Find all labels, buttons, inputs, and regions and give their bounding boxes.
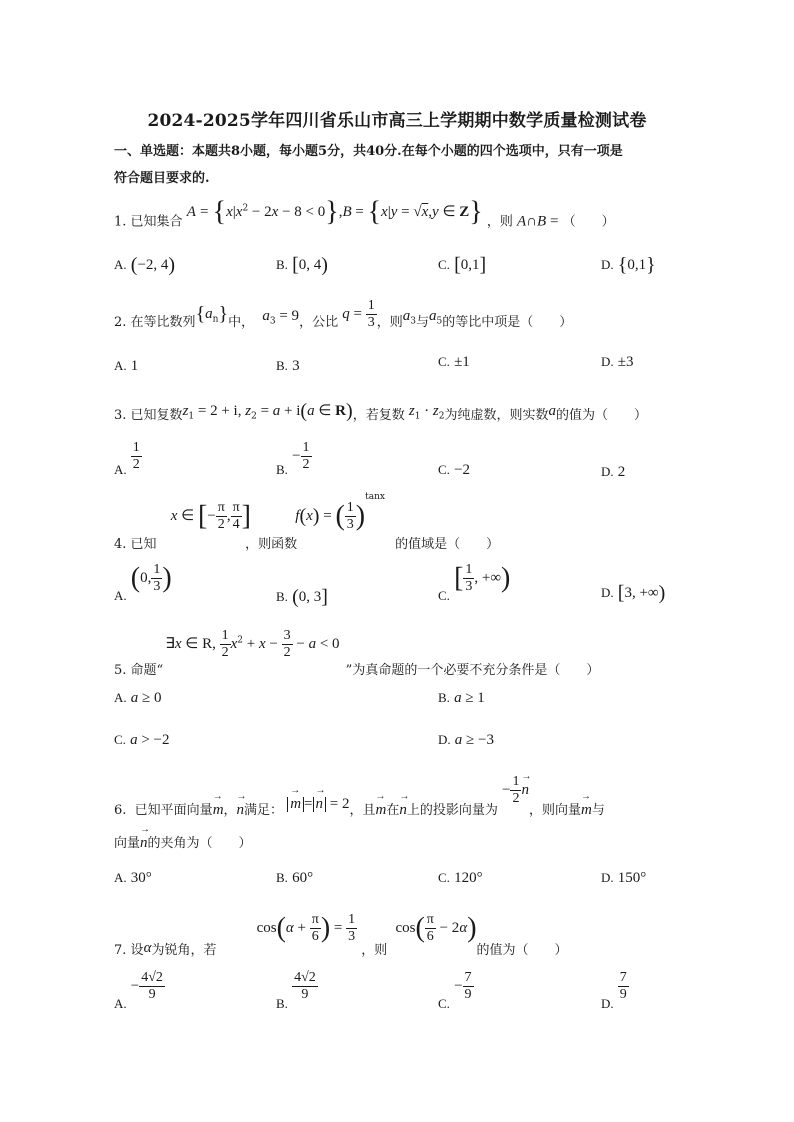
question-text: 设 (130, 943, 144, 958)
option-c: C. a > −2 (114, 732, 170, 748)
question-text: 与 (591, 803, 605, 818)
set-expression: $A = \{x|x^2 - 2x - 8 < 0\},B = \{x|y = √x,y$ ∈ Z} (186, 196, 483, 227)
question-text: ，公比 (299, 315, 339, 330)
option-a: A. a ≥ 0 (114, 690, 162, 706)
question-text: 与 (415, 315, 429, 330)
question-text: ，则向量 (528, 803, 581, 818)
question-number: 5. (114, 663, 127, 678)
option-a: A. $\frac{1}{2}$ (114, 440, 140, 477)
option-b: B. 3 (276, 358, 300, 374)
page-title: 2024-2025学年四川省乐山市高三上学期期中数学质量检测试卷 (147, 111, 647, 131)
question-text: ，则 (361, 943, 388, 958)
option-b: B. 60° (276, 870, 314, 886)
option-c: C. −2 (438, 462, 471, 478)
option-c: C. ±1 (438, 354, 470, 370)
question-text: 中， (228, 315, 255, 330)
question-number: 4. (114, 537, 127, 552)
option-d: D. {0,1} (601, 254, 656, 276)
option-a: A. 1 (114, 358, 139, 374)
question-7: 7. 设α为锐角，若 cos(α + $\frac{\pi}{6}$ ) = $\frac{1}{3}$ ，则 cos( $\frac{\pi}{6}$ − 2α)的值为（ ） (114, 912, 568, 958)
option-d: D. ±3 (601, 354, 634, 370)
question-text: 命题“ (130, 663, 164, 678)
option-c: C. [0,1] (438, 254, 487, 276)
question-text: 为纯虚数，则实数 (444, 408, 549, 423)
question-6-line2: 向量→ n的夹角为（ ） (114, 832, 252, 852)
intersection-expression: A (517, 213, 527, 230)
option-b: B. $\frac{4√2}{9}$ (276, 970, 316, 1011)
question-text: ，则函数 (245, 537, 298, 552)
option-a: A. (−2, 4) (114, 254, 176, 276)
question-text: 的值为（ ） (476, 943, 568, 958)
section-heading-line1: 一、单选题：本题共8小题，每小题5分，共40分.在每个小题的四个选项中，只有一项是 (114, 144, 623, 159)
option-a: A. − $\frac{4√2}{9}$ (114, 970, 163, 1011)
option-c: C. 120° (438, 870, 483, 886)
option-c: C. − $\frac{7}{9}$ (438, 970, 472, 1011)
option-b: B. (0, 3] (276, 586, 328, 608)
question-text: 上的投影向量为 (406, 803, 498, 818)
question-2: 2. 在等比数列$\{a_n\}$中， $a_3 = 9$，公比 q = $\frac{1}{3}$ ，则$a_3$与$a_5$的等比中项是（ ） (114, 298, 573, 330)
section-heading (114, 138, 694, 192)
option-b: B. [0, 4) (276, 254, 328, 276)
question-text: 已知 (130, 537, 157, 552)
question-5: 5. 命题“ ∃x ∈ R, $\frac{1}{2}$ $x^2 + x$ − $\frac{3}{2}$ − a < 0 ”为真命题的一个必要不充分条件是（ ） (114, 628, 600, 678)
question-text: 已知集合 (130, 214, 183, 230)
option-d: D. 150° (601, 870, 647, 886)
question-text: 在 (386, 803, 400, 818)
question-3: 3. 已知复数$z_1 = 2 + i$, $z_2 = a + i(a$ ∈ R)，若复数 $z_1 \cdot z_2$为纯虚数，则实数a的值为（ ） (114, 400, 648, 423)
question-text: ，则 (486, 214, 513, 230)
section-heading-line2: 符合题目要求的. (114, 171, 210, 186)
question-number: 6. (114, 803, 127, 818)
question-number: 1. (114, 214, 127, 230)
option-d: D. [3, +∞) (601, 582, 666, 604)
question-text: ”为真命题的一个必要不充分条件是（ ） (345, 663, 600, 678)
question-text: ， (223, 803, 237, 818)
question-number: 3. (114, 408, 127, 423)
question-text: 的值域是（ ） (395, 537, 500, 552)
option-b: B. a ≥ 1 (438, 690, 485, 706)
option-a: A. (0, $\frac{1}{3}$ ) (114, 562, 172, 603)
question-text: 的夹角为（ ） (147, 836, 252, 851)
option-a: A. 30° (114, 870, 152, 886)
question-text: 的等比中项是（ ） (442, 315, 573, 330)
question-1: 1. 已知集合 $A = \{x|x^2 - 2x - 8 < 0\},B = \{x|y = √x,y$ ∈ Z} ，则 A∩B = （ ） (114, 196, 615, 230)
question-text: 向量 (114, 836, 141, 851)
question-text: （ ） (562, 214, 615, 230)
question-4: 4. 已知 x ∈ [− $\frac{\pi}{2}$ , $\frac{\pi}{4}$ ] ，则函数 f(x) = ( $\frac{1}{3}$ )$^{tanx}$ 的值域是（ ） (114, 491, 500, 552)
question-text: ，则 (376, 315, 403, 330)
question-text: 在等比数列 (130, 315, 196, 330)
question-text: 的值为（ ） (556, 408, 648, 423)
option-d: D. $\frac{7}{9}$ (601, 970, 627, 1011)
question-text: ，且 (349, 803, 376, 818)
question-text: 已知复数 (130, 408, 183, 423)
question-text: 已知平面向量 (134, 803, 213, 818)
option-b: B. − $\frac{1}{2}$ (276, 440, 310, 477)
question-text: ，若复数 (352, 408, 405, 423)
question-text: 满足： (244, 803, 284, 818)
option-d: D. 2 (601, 464, 626, 480)
question-text: 为锐角，若 (151, 943, 217, 958)
question-number: 7. (114, 943, 127, 958)
option-c: C. [ $\frac{1}{3}$ , +∞) (438, 562, 511, 603)
question-number: 2. (114, 315, 127, 330)
question-6: 6. 已知平面向量→ m，→ n满足： → m =→ n = 2，且→ m在→ n上的投影向量为 − $\frac{1}{2}$ → n，则向量→ m与 (114, 778, 605, 811)
option-d: D. a ≥ −3 (438, 732, 494, 748)
